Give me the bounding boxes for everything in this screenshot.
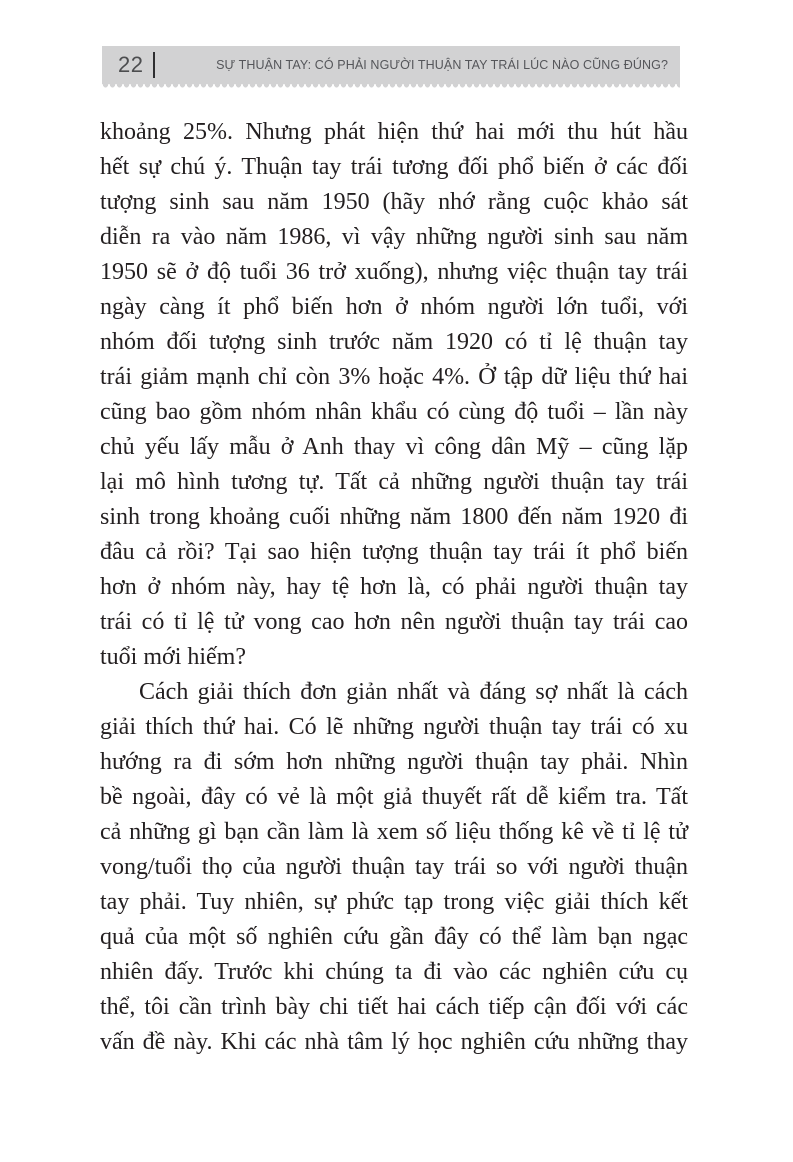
paragraph-1 <box>100 115 688 675</box>
text-line: Cách giải thích đơn giản nhất và đáng sợ nhất là cách <box>139 679 688 705</box>
text-line: 1950 sẽ ở độ tuổi 36 trở xuống), nhưng việc thuận tay trái <box>100 259 688 285</box>
text-line: bề ngoài, đây có vẻ là một giả thuyết rất dễ kiểm tra. Tất <box>100 784 688 810</box>
page-number: 22 <box>118 52 144 77</box>
text-line: trái có tỉ lệ tử vong cao hơn nên người thuận tay trái cao <box>100 609 688 635</box>
text-line: tượng sinh sau năm 1950 (hãy nhớ rằng cuộc khảo sát <box>100 189 688 215</box>
running-title: SỰ THUẬN TAY: CÓ PHẢI NGƯỜI THUẬN TAY TRÁI LÚC NÀO CŨNG ĐÚNG? <box>216 58 668 72</box>
text-line: nhóm đối tượng sinh trước năm 1920 có tỉ lệ thuận tay <box>100 329 688 355</box>
text-line: thể, tôi cần trình bày chi tiết hai cách tiếp cận đối với các <box>100 994 688 1020</box>
text-line: tuổi mới hiếm? <box>100 644 247 670</box>
perforated-edge <box>102 84 680 89</box>
text-line: chủ yếu lấy mẫu ở Anh thay vì công dân Mỹ – cũng lặp <box>100 434 688 460</box>
text-line: hết sự chú ý. Thuận tay trái tương đối phổ biến ở các đối <box>100 154 688 180</box>
text-line: cả những gì bạn cần làm là xem số liệu thống kê về tỉ lệ tử <box>100 819 688 845</box>
text-line: diễn ra vào năm 1986, vì vậy những người sinh sau năm <box>100 224 688 250</box>
header-divider <box>153 52 155 78</box>
header-bar <box>102 46 680 84</box>
text-line: hơn ở nhóm này, hay tệ hơn là, có phải người thuận tay <box>100 574 688 600</box>
body-text <box>100 115 688 1060</box>
paragraph-2 <box>100 675 688 1060</box>
text-line: giải thích thứ hai. Có lẽ những người thuận tay trái có xu <box>100 714 688 740</box>
text-line: cũng bao gồm nhóm nhân khẩu có cùng độ tuổi – lần này <box>100 399 688 425</box>
text-line: quả của một số nghiên cứu gần đây có thể làm bạn ngạc <box>100 924 688 950</box>
text-line: nhiên đấy. Trước khi chúng ta đi vào các nghiên cứu cụ <box>100 959 688 985</box>
text-line: trái giảm mạnh chỉ còn 3% hoặc 4%. Ở tập dữ liệu thứ hai <box>100 364 688 390</box>
text-line: hướng ra đi sớm hơn những người thuận tay phải. Nhìn <box>100 749 688 775</box>
text-line: lại mô hình tương tự. Tất cả những người thuận tay trái <box>100 469 688 495</box>
text-line: ngày càng ít phổ biến hơn ở nhóm người lớn tuổi, với <box>100 294 688 320</box>
text-line: vong/tuổi thọ của người thuận tay trái so với người thuận <box>100 854 688 880</box>
text-line: vấn đề này. Khi các nhà tâm lý học nghiên cứu những thay <box>100 1029 688 1055</box>
text-line: đâu cả rồi? Tại sao hiện tượng thuận tay trái ít phổ biến <box>100 539 688 565</box>
text-line: khoảng 25%. Nhưng phát hiện thứ hai mới thu hút hầu <box>100 119 688 145</box>
text-line: tay phải. Tuy nhiên, sự phức tạp trong việc giải thích kết <box>100 889 688 915</box>
text-line: sinh trong khoảng cuối những năm 1800 đến năm 1920 đi <box>100 504 688 530</box>
